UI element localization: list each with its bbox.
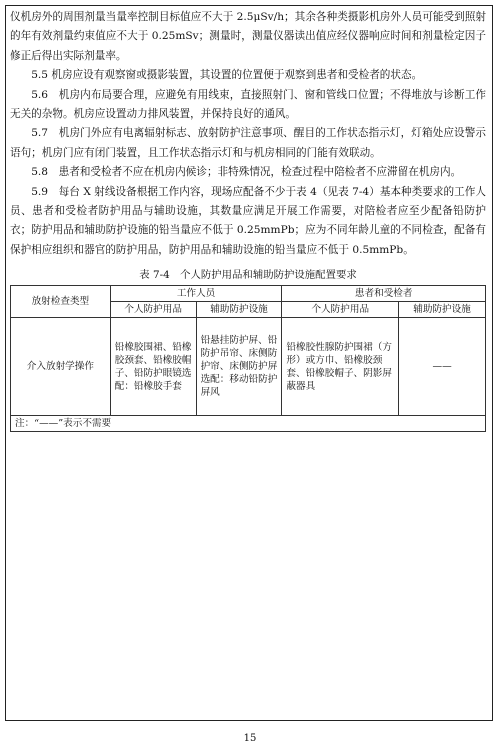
protection-table [10, 285, 486, 432]
paragraph-5-6: 5.6 机房内布局要合理，应避免有用线束，直接照射门、窗和管线口位置；不得堆放与诊断工作无关的杂物。机房应设置动力排风装置，并保持良好的通风。 [10, 88, 486, 121]
paragraph-5-7: 5.7 机房门外应有电离辐射标志、放射防护注意事项、醒目的工作状态指示灯，灯箱处应设警示语句；机房门应有闭门装置，且工作状态指示灯和与机房相同的门能有效联动。 [10, 127, 486, 159]
table-row [11, 318, 486, 416]
table-note-row [11, 416, 486, 432]
cell-patient-ppe: 铅橡胶性腺防护围裙（方形）或方巾、铅橡胶颈套、铅橡胶帽子、阴影屏蔽器具 [282, 318, 399, 416]
header-patient-aux: 辅助防护设施 [399, 302, 486, 318]
cell-staff-aux: 铅悬挂防护屏、铅防护吊帘、床侧防护帘、床侧防护屏选配：移动铅防护屏风 [196, 318, 282, 416]
header-patient-ppe: 个人防护用品 [282, 302, 399, 318]
paragraph-5-8: 5.8 患者和受检者不应在机房内候诊；非特殊情况，检查过程中陪检者不应滞留在机房内。 [31, 166, 462, 179]
page-number: 15 [243, 733, 257, 744]
paragraph-5-9: 5.9 每台 X 射线设备根据工作内容，现场应配备不少于表 4（见表 7-4）基本种类要求的工作人员、患者和受检者防护用品与辅助设施，其数量应满足开展工作需要，对陪检者应至少配备铅防护衣；防护用品和辅助防护设施的铅当量应不低于 0.25mmPb；应为不同年龄儿童的不同检查，配备有保护相应组织和器官的防护用品，防护用品和辅助设施的铅当量应不低于 0.5mmPb。 [10, 185, 486, 256]
header-staff-ppe: 个人防护用品 [110, 302, 196, 318]
paragraph-5-5: 5.5 机房应设有观察窗或摄影装置，其设置的位置便于观察到患者和受检者的状态。 [31, 69, 423, 82]
cell-patient-aux: —— [399, 318, 486, 416]
header-staff-group: 工作人员 [110, 286, 282, 302]
header-staff-aux: 辅助防护设施 [196, 302, 282, 318]
document-body [10, 8, 486, 432]
table-note: 注：“——”表示不需要 [11, 416, 486, 432]
header-exam-type: 放射检查类型 [11, 286, 111, 318]
cell-staff-ppe: 铅橡胶围裙、铅橡胶颈套、铅橡胶帽子、铅防护眼镜选配：铅橡胶手套 [110, 318, 196, 416]
table-header-row-1 [11, 286, 486, 302]
table-caption: 表 7-4 个人防护用品和辅助防护设施配置要求 [139, 269, 357, 282]
paragraph-top: 仪机房外的周围剂量当量率控制目标值应不大于 2.5μSv/h；其余各种类摄影机房外人员可能受到照射的年有效剂量约束值应不大于 0.25mSv；测量时，测量仪器读出值应经仪器响应时间和剂量检定因子修正后得出实际剂量率。 [10, 11, 486, 62]
header-patient-group: 患者和受检者 [282, 286, 486, 302]
cell-exam-type: 介入放射学操作 [11, 318, 111, 416]
